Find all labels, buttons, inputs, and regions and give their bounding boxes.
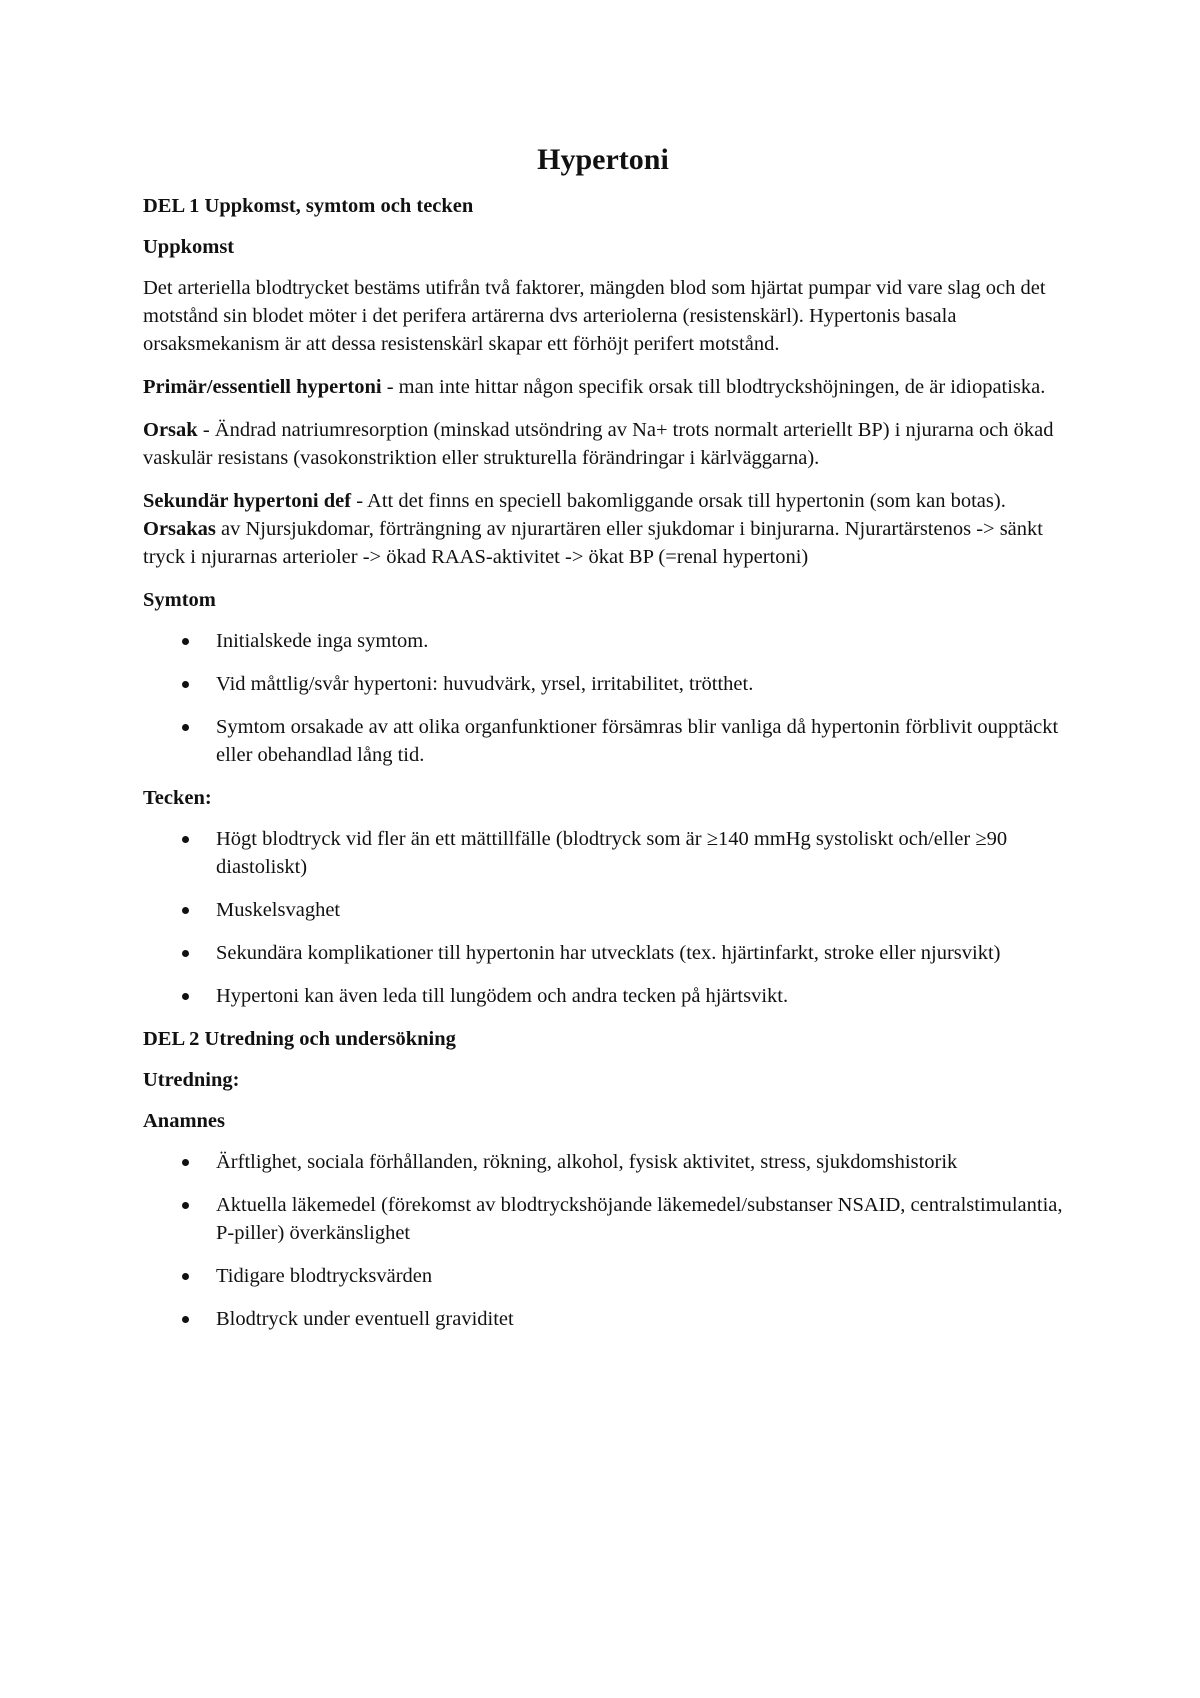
list-item-text: Blodtryck under eventuell graviditet [216, 1308, 514, 1330]
list-item [143, 896, 1063, 924]
bullet-icon [182, 836, 189, 843]
list-item-text: Aktuella läkemedel (förekomst av blodtryckshöjande läkemedel/substanser NSAID, centralstimulantia, P-piller) överkänslighet [216, 1194, 1063, 1244]
list-item [143, 670, 1063, 698]
list-item [143, 939, 1063, 967]
bullet-icon [182, 993, 189, 1000]
list-item [143, 627, 1063, 655]
document-content [143, 140, 1063, 1348]
bullet-icon [182, 1202, 189, 1209]
list-item-text: Högt blodtryck vid fler än ett mättillfälle (blodtryck som är ≥140 mmHg systoliskt och/eller ≥90 diastoliskt) [216, 828, 1008, 878]
paragraph-sekundar [143, 487, 1063, 571]
list-item [143, 982, 1063, 1010]
list-item-text: Vid måttlig/svår hypertoni: huvudvärk, yrsel, irritabilitet, trötthet. [216, 673, 754, 695]
text-primar: - man inte hittar någon specifik orsak till blodtryckshöjningen, de är idiopatiska. [381, 376, 1046, 398]
paragraph-orsak [143, 416, 1063, 472]
subheading-anamnes: Anamnes [143, 1110, 226, 1132]
term-orsak: Orsak [143, 419, 198, 441]
text-orsakas: av Njursjukdomar, förträngning av njurartären eller sjukdomar i binjurarna. Njurartärstenos -> sänkt tryck i njurarnas arterioler -> ökad RAAS-aktivitet -> ökat BP (=renal hypertoni) [143, 518, 1043, 568]
text-sekundar: - Att det finns en speciell bakomliggande orsak till hypertonin (som kan botas). [351, 490, 1006, 512]
list-item-text: Initialskede inga symtom. [216, 630, 429, 652]
list-item [143, 1148, 1063, 1176]
term-primar: Primär/essentiell hypertoni [143, 376, 382, 398]
bullet-icon [182, 950, 189, 957]
list-item-text: Symtom orsakade av att olika organfunktioner försämras blir vanliga då hypertonin förblivit oupptäckt eller obehandlad lång tid. [216, 716, 1059, 766]
section-heading-del2: DEL 2 Utredning och undersökning [143, 1028, 456, 1050]
term-sekundar: Sekundär hypertoni def [143, 490, 352, 512]
list-item [143, 1262, 1063, 1290]
bullet-icon [182, 1316, 189, 1323]
bullet-icon [182, 1159, 189, 1166]
section-heading-del1: DEL 1 Uppkomst, symtom och tecken [143, 195, 474, 217]
bullet-icon [182, 724, 189, 731]
paragraph-uppkomst: Det arteriella blodtrycket bestäms utifrån två faktorer, mängden blod som hjärtat pumpar vid vare slag och det motstånd sin blodet möter i det perifera artärerna dvs arteriolerna (resistenskärl). Hypertonis basala orsaksmekanism är att dessa resistenskärl skapar ett förhöjt perifert motstånd. [143, 277, 1046, 355]
bullet-icon [182, 907, 189, 914]
list-item [143, 713, 1063, 769]
subheading-utredning: Utredning: [143, 1069, 240, 1091]
list-item-text: Sekundära komplikationer till hypertonin har utvecklats (tex. hjärtinfarkt, stroke eller njursvikt) [216, 942, 1001, 964]
list-item [143, 825, 1063, 881]
list-item-text: Hypertoni kan även leda till lungödem och andra tecken på hjärtsvikt. [216, 985, 789, 1007]
subheading-uppkomst: Uppkomst [143, 236, 235, 258]
subheading-tecken: Tecken: [143, 787, 212, 809]
list-item-text: Ärftlighet, sociala förhållanden, rökning, alkohol, fysisk aktivitet, stress, sjukdomshistorik [216, 1151, 958, 1173]
document-title: Hypertoni [537, 143, 669, 176]
bullet-icon [182, 638, 189, 645]
list-item-text: Muskelsvaghet [216, 899, 341, 921]
symtom-list [143, 627, 1063, 769]
tecken-list [143, 825, 1063, 1010]
subheading-symtom: Symtom [143, 589, 216, 611]
anamnes-list [143, 1148, 1063, 1333]
list-item [143, 1305, 1063, 1333]
text-orsak: - Ändrad natriumresorption (minskad utsöndring av Na+ trots normalt arteriellt BP) i njurarna och ökad vaskulär resistans (vasokonstriktion eller strukturella förändringar i kärlväggarna). [143, 419, 1054, 469]
list-item-text: Tidigare blodtrycksvärden [216, 1265, 433, 1287]
bullet-icon [182, 681, 189, 688]
list-item [143, 1191, 1063, 1247]
term-orsakas: Orsakas [143, 518, 216, 540]
bullet-icon [182, 1273, 189, 1280]
paragraph-primar [143, 373, 1063, 401]
